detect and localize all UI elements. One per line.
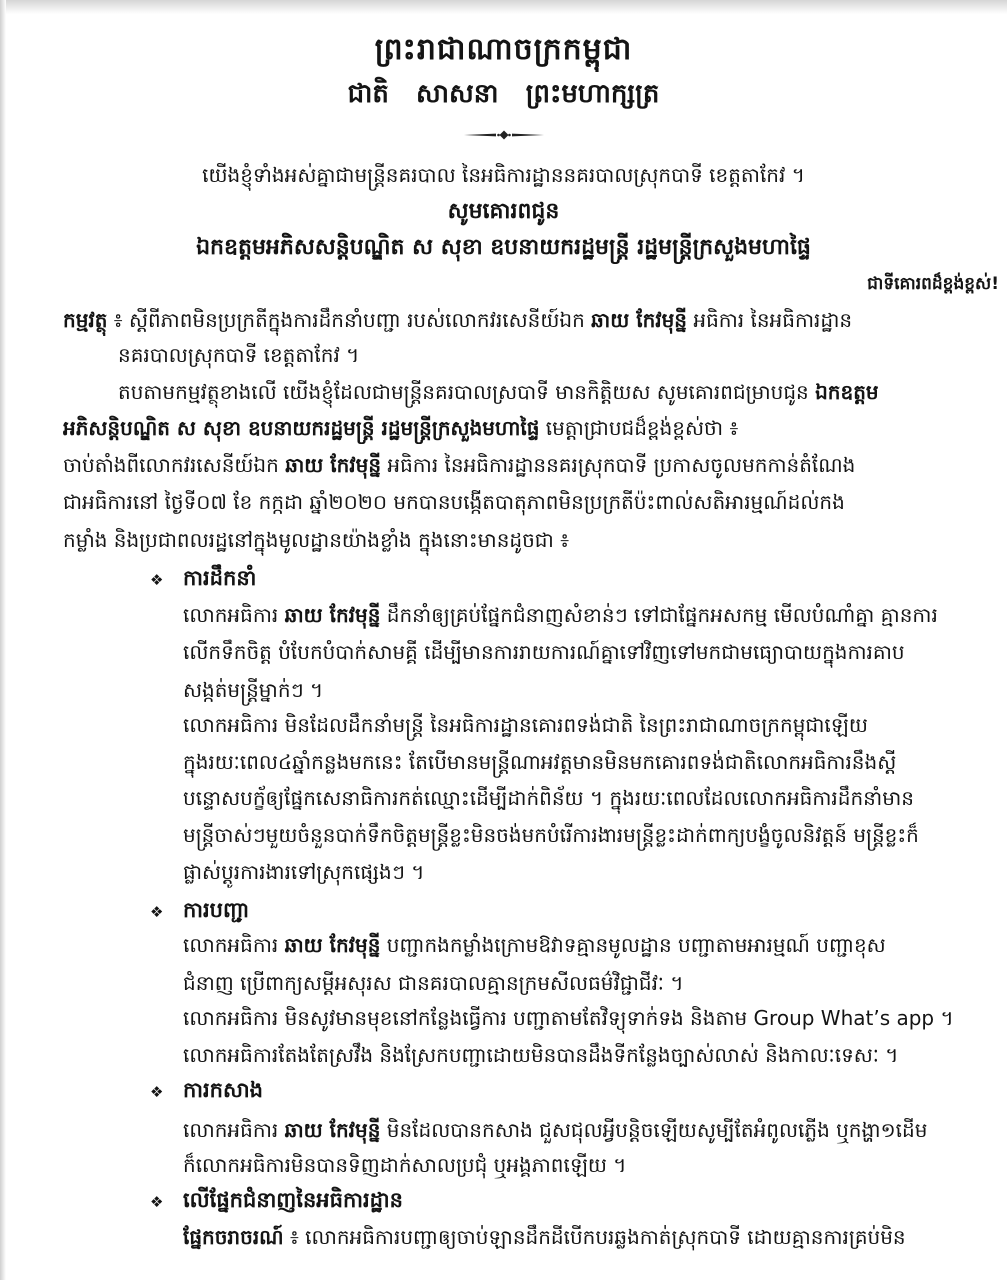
divider-flourish-left [464,134,496,137]
section-heading-departments [150,1184,999,1216]
section-2-line-1-after: បញ្ជាកងកម្លាំងក្រោមឱវាទគ្មានមូលដ្ឋាន បញ្ជាតាមអារម្មណ៍ បញ្ជាខុស [380,933,886,957]
section-1-line: បន្ទោសបក្ខ័ឲ្យផ្នែកសេនាធិការកត់ឈ្មោះដើម្បីដាក់ពិន័យ ។ ក្នុងរយៈពេលដែលលោកអធិការដឹកនាំមាន [183,786,914,810]
intro-line-2 [63,412,999,444]
section-1-line: លើកទឹកចិត្ត បំបែកបំបាក់សាមគ្គី ដើម្បីមានការរាយការណ៍គ្នាទៅវិញទៅមកជាមធ្យោបាយក្នុងការគាប [183,640,905,664]
divider-dot-right [508,134,511,137]
intro-line-1-bold: ឯកឧត្តម [815,380,879,404]
ornament-divider [463,128,545,142]
section-3-line: ក៏លោកអធិការមិនបានទិញដាក់សាលប្រជុំ ឬអង្គភាពឡើយ ។ [183,1153,627,1177]
section-1-line-1-before: លោកអធិការ [183,603,285,627]
section-4-line-1 [183,1221,999,1253]
recipient-line: ឯកឧត្តមអភិសសន្តិបណ្ឌិត ស សុខា ឧបនាយករដ្ឋមន្ត្រី រដ្ឋមន្ត្រីក្រសួងមហាផ្ទៃ [196,235,811,260]
intro-line-3-before: ចាប់តាំងពីលោកវរសេនីយ៍ឯក [63,453,286,477]
section-1-line: សង្កត់មន្ត្រីម្នាក់ៗ ។ [183,678,324,702]
subject-label: កម្មវត្ថុ [63,308,108,332]
divider-diamond [500,131,509,140]
section-1-line-1-name: ឆាយ កែវមុន្នី [284,603,381,627]
section-3-line-1-after: មិនដែលបានកសាង ជួសជុលអ្វីបន្តិចឡើយសូម្បីតែអំពូលភ្លើង ឬកង្ហា១ដើម [380,1118,928,1142]
section-heading-text: ការកសាង [183,1078,263,1102]
section-1-line-1 [183,599,999,631]
section-3-line-1 [183,1114,999,1146]
intro-line-4: ជាអធិការនៅ ថ្ងៃទី០៧ ខែ កក្កដា ឆ្នាំ២០២០ មកបានបង្កើតបាតុភាពមិនប្រក្រតីប៉ះពាល់សតិអារម្មណ៍ដល់កង [63,490,845,514]
subject-person-name: ឆាយ កែវមុន្នី [591,308,688,332]
intro-line-3 [63,449,999,481]
section-3-line-1-before: លោកអធិការ [183,1118,285,1142]
section-4-line-1-after: ៖ លោកអធិការបញ្ជាឲ្យចាប់ឡានដឹកដីបើកបរឆ្លងកាត់ស្រុកបាទី ដោយគ្មានការគ្រប់មិន [283,1225,906,1249]
subject-text: ៖ ស្តីពីភាពមិនប្រក្រតីក្នុងការដឹកនាំបញ្ជា របស់លោកវរសេនីយ៍ឯក [107,308,592,332]
section-2-line: ជំនាញ ប្រើពាក្យសម្តីអសុរស ជានគរបាលគ្មានក្រមសីលធម៌វិជ្ជាជីវៈ ។ [183,971,684,995]
section-heading-text: ការដឹកនាំ [183,566,257,590]
kingdom-title: ព្រះរាជាណាចក្រកម្ពុជា [374,32,633,67]
national-motto: ជាតិ សាសនា ព្រះមហាក្សត្រ [347,79,660,109]
section-heading-construction [150,1074,999,1106]
subject-continuation: នគរបាលស្រុកបាទី ខេត្តតាកែវ ។ [118,343,360,367]
section-3-line-1-name: ឆាយ កែវមុន្នី [284,1118,381,1142]
respect-line: ជាទីគោរពដ៏ខ្ពង់ខ្ពស់! [867,274,999,294]
section-2-line-1-before: លោកអធិការ [183,933,285,957]
section-1-line-1-after: ដឹកនាំឲ្យគ្រប់ផ្នែកជំនាញសំខាន់ៗ ទៅជាផ្នែកអសកម្ម មើលបំណាំគ្នា គ្មានការ [380,603,938,627]
intro-line-2-text: មេត្តាជ្រាបជដ៏ខ្ពង់ខ្ពស់ថា ៖ [539,416,739,440]
divider-flourish-right [512,134,544,137]
section-1-line: មន្ត្រីចាស់ៗមួយចំនួនបាក់ទឹកចិត្តមន្ត្រីខ្លះមិនចង់មកបំរើការងារមន្ត្រីខ្លះដាក់ពាក្យបង្ខំចូលនិវត្តន៍ មន្ត្រីខ្លះក៏ [183,823,919,847]
intro-line-2-bold: អភិសន្តិបណ្ឌិត ស សុខា ឧបនាយករដ្ឋមន្ត្រី រដ្ឋមន្ត្រីក្រសួងមហាផ្ទៃ [63,416,540,440]
section-heading-text: លើផ្នែកជំនាញនៃអធិការដ្ឋាន [183,1188,403,1212]
intro-line-3-after: អធិការ នៃអធិការដ្ឋាននគរស្រុកបាទី ប្រកាសចូលមកកាន់តំណែង [381,453,856,477]
section-2-line-1 [183,929,999,961]
diamond-bullet-icon: ❖ [150,903,164,921]
section-heading-leadership [150,562,999,594]
traffic-department-label: ផ្នែកចរាចរណ៍ [183,1225,284,1249]
subject-text-after: អធិការ នៃអធិការដ្ឋាន [687,308,853,332]
diamond-bullet-icon: ❖ [150,1083,164,1101]
diamond-bullet-icon: ❖ [150,1193,164,1211]
salutation: សូមគោរពជូន [447,199,560,224]
intro-line-1 [118,376,999,408]
section-1-line: ផ្លាស់ប្តូរការងារទៅស្រុកផ្សេងៗ ។ [183,860,425,884]
section-2-line-1-name: ឆាយ កែវមុន្នី [284,933,381,957]
diamond-bullet-icon: ❖ [150,571,164,589]
subject-line [63,304,999,336]
section-2-line: លោកអធិការតែងតែស្រវឹង និងស្រែកបញ្ជាដោយមិនបានដឹងទីកន្លែងច្បាស់លាស់ និងកាលៈទេសៈ ។ [183,1043,899,1067]
section-1-line: លោកអធិការ មិនដែលដឹកនាំមន្ត្រី នៃអធិការដ្ឋានគោរពទង់ជាតិ នៃព្រះរាជាណាចក្រកម្ពុជាឡើយ [183,713,868,737]
section-heading-command [150,894,999,926]
sender-line: យើងខ្ញុំទាំងអស់គ្នាជាមន្ត្រីនគរបាល នៃអធិការដ្ឋាននគរបាលស្រុកបាទី ខេត្តតាកែវ ។ [202,163,805,187]
divider-dot-left [497,134,500,137]
page-edge-shadow-top [0,0,1007,14]
intro-line-5: កម្លាំង និងប្រជាពលរដ្ឋនៅក្នុងមូលដ្ឋានយ៉ាងខ្លាំង ក្នុងនោះមានដូចជា ៖ [63,528,569,552]
section-heading-text: ការបញ្ជា [183,898,250,922]
page-edge-shadow-left [0,0,6,1280]
section-2-line: លោកអធិការ មិនសូវមានមុខនៅកន្លែងធ្វើការ បញ្ជាតាមតែវិទ្យុទាក់ទង និងតាម Group What’s app ។ [183,1006,954,1030]
intro-line-1-text: តបតាមកម្មវត្ថុខាងលើ យើងខ្ញុំដែលជាមន្ត្រីនគរបាលស្របាទី មានកិត្តិយស សូមគោរពជម្រាបជូន [118,380,816,404]
section-1-line: ក្នុងរយៈពេល៤ឆ្នាំកន្លងមកនេះ តែបើមានមន្ត្រីណាអវត្តមានមិនមកគោរពទង់ជាតិលោកអធិការនឹងស្តី [183,750,897,774]
intro-line-3-name: ឆាយ កែវមុន្នី [285,453,382,477]
